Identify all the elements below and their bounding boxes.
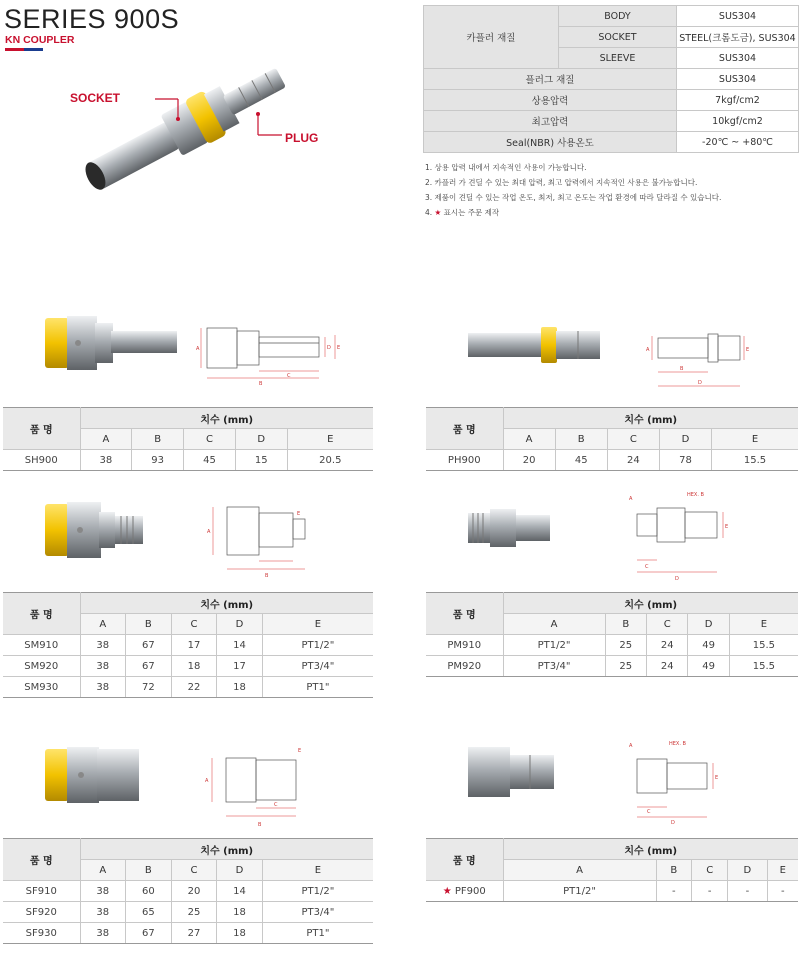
- dim-header: 치수 (mm): [503, 839, 798, 860]
- pf-dim-table: [426, 838, 798, 902]
- cell: -: [692, 881, 728, 902]
- cell: PT3/4": [262, 902, 373, 923]
- col-d: D: [728, 860, 767, 881]
- model-name: SM920: [3, 656, 80, 677]
- dim-label: C: [274, 802, 278, 808]
- spec-table: [423, 5, 799, 153]
- cell: 38: [80, 450, 132, 471]
- cell: 38: [80, 881, 126, 902]
- sf-drawing: [200, 748, 320, 830]
- spec-value: 10kgf/cm2: [677, 111, 799, 132]
- model-name: SF920: [3, 902, 80, 923]
- dim-label: D: [671, 820, 675, 826]
- dim-label: B: [680, 366, 684, 372]
- model-name: PM910: [426, 635, 503, 656]
- cell: 15.5: [729, 635, 798, 656]
- col-e: E: [262, 614, 373, 635]
- spec-value: SUS304: [677, 69, 799, 90]
- spec-value: SUS304: [677, 48, 799, 69]
- cell: 22: [171, 677, 217, 698]
- name-header: 품 명: [426, 408, 503, 450]
- pm-dim-table: [426, 592, 798, 677]
- dim-label: A: [196, 346, 200, 352]
- dim-label: E: [725, 524, 729, 530]
- cell: 17: [171, 635, 217, 656]
- table-row: [3, 881, 373, 902]
- dim-label: A: [205, 778, 209, 784]
- name-header: 품 명: [426, 593, 503, 635]
- col-a: A: [503, 860, 656, 881]
- spec-label: SOCKET: [559, 27, 677, 48]
- sh900-drawing: [195, 323, 355, 393]
- cell: 49: [688, 656, 729, 677]
- sf-photo: [45, 745, 145, 805]
- cell: 72: [126, 677, 172, 698]
- note-line: 1. 상용 압력 내에서 지속적인 사용이 가능합니다.: [425, 163, 587, 172]
- table-row: [426, 450, 798, 471]
- col-e: E: [767, 860, 798, 881]
- col-a: A: [503, 429, 555, 450]
- spec-value: SUS304: [677, 6, 799, 27]
- name-header: 품 명: [3, 593, 80, 635]
- cell: PT1": [262, 923, 373, 944]
- col-d: D: [235, 429, 287, 450]
- cell: PT3/4": [503, 656, 605, 677]
- cell: 60: [126, 881, 172, 902]
- model-name: SH900: [3, 450, 80, 471]
- note-line: [425, 205, 721, 220]
- ph900-drawing: [640, 330, 750, 400]
- cell: 20: [171, 881, 217, 902]
- cell: -: [656, 881, 692, 902]
- spec-label: Seal(NBR) 사용온도: [424, 132, 677, 153]
- cell: 67: [126, 923, 172, 944]
- cell: 93: [132, 450, 184, 471]
- dim-label: C: [287, 373, 291, 379]
- dim-label: D: [327, 345, 331, 351]
- dim-label: E: [746, 347, 750, 353]
- dim-header: 치수 (mm): [80, 839, 373, 860]
- sm-drawing: [205, 505, 325, 580]
- cell: 45: [555, 450, 607, 471]
- model-name: PH900: [426, 450, 503, 471]
- table-row: [3, 450, 373, 471]
- col-b: B: [126, 860, 172, 881]
- dim-label: B: [265, 573, 269, 579]
- col-b: B: [132, 429, 184, 450]
- col-a: A: [80, 614, 126, 635]
- spec-label: 플러그 재질: [424, 69, 677, 90]
- cell: 18: [217, 923, 263, 944]
- col-e: E: [729, 614, 798, 635]
- col-e: E: [287, 429, 373, 450]
- table-row: [426, 635, 798, 656]
- spec-label: SLEEVE: [559, 48, 677, 69]
- star-icon: ★: [434, 208, 442, 217]
- cell: 38: [80, 923, 126, 944]
- star-icon: ★: [442, 885, 452, 897]
- dim-header: 치수 (mm): [503, 593, 798, 614]
- name-header: 품 명: [3, 408, 80, 450]
- cell: 49: [688, 635, 729, 656]
- model-name: SF930: [3, 923, 80, 944]
- table-row: [3, 902, 373, 923]
- cell: -: [767, 881, 798, 902]
- cell: 38: [80, 677, 126, 698]
- dim-label: HEX. B: [687, 492, 704, 498]
- model-name: SF910: [3, 881, 80, 902]
- spec-value: 7kgf/cm2: [677, 90, 799, 111]
- cell: 27: [171, 923, 217, 944]
- model-name: [426, 881, 503, 902]
- dim-label: E: [297, 511, 301, 517]
- dim-label: B: [258, 822, 262, 828]
- cell: 18: [217, 902, 263, 923]
- dim-label: A: [207, 529, 211, 535]
- dim-label: D: [675, 576, 679, 582]
- cell: PT1/2": [262, 881, 373, 902]
- cell: 14: [217, 881, 263, 902]
- series-title: SERIES 900S: [4, 4, 180, 34]
- model-name: PM920: [426, 656, 503, 677]
- spec-value: STEEL(크롬도금), SUS304: [677, 27, 799, 48]
- col-d: D: [217, 860, 263, 881]
- dim-header: 치수 (mm): [80, 593, 373, 614]
- col-d: D: [217, 614, 263, 635]
- cell: 15.5: [712, 450, 798, 471]
- col-c: C: [171, 614, 217, 635]
- cell: 24: [607, 450, 659, 471]
- cell: 17: [217, 656, 263, 677]
- dim-label: A: [629, 743, 633, 749]
- cell: 18: [171, 656, 217, 677]
- pf-drawing: [625, 735, 740, 825]
- cell: 14: [217, 635, 263, 656]
- col-c: C: [646, 614, 687, 635]
- cell: 78: [659, 450, 711, 471]
- col-c: C: [184, 429, 236, 450]
- cell: 45: [184, 450, 236, 471]
- col-b: B: [555, 429, 607, 450]
- cell: 65: [126, 902, 172, 923]
- dim-label: HEX. B: [669, 741, 686, 747]
- dim-label: E: [337, 345, 341, 351]
- sm-dim-table: [3, 592, 373, 698]
- dim-label: D: [698, 380, 702, 386]
- sm-photo: [45, 500, 155, 560]
- cell: 38: [80, 635, 126, 656]
- dim-label: A: [629, 496, 633, 502]
- cell: 15.5: [729, 656, 798, 677]
- table-row: [3, 677, 373, 698]
- col-c: C: [692, 860, 728, 881]
- name-header: 품 명: [426, 839, 503, 881]
- model-name: SM930: [3, 677, 80, 698]
- cell: 20.5: [287, 450, 373, 471]
- series-subtitle: KN COUPLER: [5, 34, 75, 46]
- pf-photo: [468, 745, 558, 800]
- coupler-illustration: [60, 55, 310, 195]
- cell: 25: [171, 902, 217, 923]
- cell: 24: [646, 656, 687, 677]
- model-name-text: PF900: [454, 885, 486, 897]
- col-e: E: [262, 860, 373, 881]
- cell: 18: [217, 677, 263, 698]
- cell: 24: [646, 635, 687, 656]
- col-a: A: [503, 614, 605, 635]
- cell: 15: [235, 450, 287, 471]
- table-row: [3, 923, 373, 944]
- dim-label: C: [645, 564, 649, 570]
- cell: 25: [605, 635, 646, 656]
- col-b: B: [605, 614, 646, 635]
- model-name: SM910: [3, 635, 80, 656]
- spec-notes: [425, 160, 721, 220]
- table-row: [3, 635, 373, 656]
- note-prefix: 4.: [425, 208, 435, 217]
- col-b: B: [656, 860, 692, 881]
- col-c: C: [607, 429, 659, 450]
- dim-label: E: [298, 748, 302, 754]
- spec-label: BODY: [559, 6, 677, 27]
- col-d: D: [688, 614, 729, 635]
- cell: 38: [80, 656, 126, 677]
- dim-label: A: [646, 347, 650, 353]
- title-rule: [5, 48, 43, 51]
- ph900-photo: [468, 325, 603, 365]
- cell: -: [728, 881, 767, 902]
- cell: PT3/4": [262, 656, 373, 677]
- pm-photo: [468, 505, 553, 550]
- spec-value: -20℃ ~ +80℃: [677, 132, 799, 153]
- plug-callout: PLUG: [285, 131, 319, 145]
- pm-drawing: [625, 488, 745, 583]
- ph900-dim-table: [426, 407, 798, 471]
- note-text: 표시는 주문 제작: [441, 208, 500, 217]
- table-row: [426, 656, 798, 677]
- col-e: E: [712, 429, 798, 450]
- cell: 67: [126, 656, 172, 677]
- sh900-dim-table: [3, 407, 373, 471]
- table-row: [426, 881, 798, 902]
- col-c: C: [171, 860, 217, 881]
- dim-label: C: [647, 809, 651, 815]
- cell: PT1/2": [503, 881, 656, 902]
- cell: PT1": [262, 677, 373, 698]
- table-row: [3, 656, 373, 677]
- cell: PT1/2": [503, 635, 605, 656]
- col-b: B: [126, 614, 172, 635]
- cell: 38: [80, 902, 126, 923]
- sf-dim-table: [3, 838, 373, 944]
- name-header: 품 명: [3, 839, 80, 881]
- cell: 67: [126, 635, 172, 656]
- col-a: A: [80, 860, 126, 881]
- dim-header: 치수 (mm): [503, 408, 798, 429]
- col-d: D: [659, 429, 711, 450]
- spec-label: 최고압력: [424, 111, 677, 132]
- cell: 20: [503, 450, 555, 471]
- cell: 25: [605, 656, 646, 677]
- col-a: A: [80, 429, 132, 450]
- note-line: 2. 카플러 가 견딜 수 있는 최대 압력, 최고 압력에서 지속적인 사용은 불가능합니다.: [425, 178, 698, 187]
- dim-label: E: [715, 775, 719, 781]
- note-line: 3. 제품이 견딜 수 있는 작업 온도, 최저, 최고 온도는 작업 환경에 따라 달라질 수 있습니다.: [425, 193, 722, 202]
- socket-callout: SOCKET: [70, 91, 121, 105]
- dim-label: B: [259, 381, 263, 387]
- cell: PT1/2": [262, 635, 373, 656]
- sh900-photo: [45, 313, 180, 373]
- spec-group-label: 카플러 재질: [424, 6, 559, 69]
- spec-label: 상용압력: [424, 90, 677, 111]
- dim-header: 치수 (mm): [80, 408, 373, 429]
